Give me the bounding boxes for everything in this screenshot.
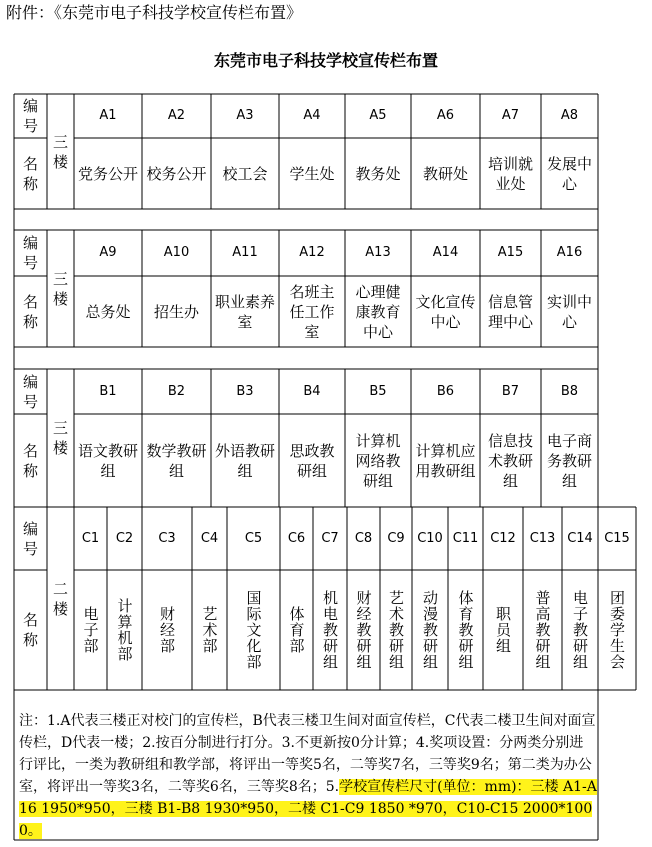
floor-label: 三 楼 [52,269,68,308]
board-code: B7 [501,383,520,399]
board-code: A2 [167,108,186,123]
note-text: 注：1.A代表三楼正对校门的宣传栏，B代表三楼卫生间对面宣传栏，C代表二楼卫生间对面宣传栏，D代表一楼；2.按百分制进行打分。3.不更新按0分计算；4.奖项设置：分两类分别进行评比，一类为教研组和教学部，将评出一等奖5名，二等奖7名，三等奖9名；第二类为办公室，将评出一等奖3名，二等奖6名，三等奖8名；5. [19,713,596,795]
row-label-name: 名 称 [22,611,38,649]
board-name: 机电教研组 [321,590,339,670]
floor-label: 二 楼 [52,579,68,618]
board-code: C5 [244,530,263,546]
attachment-caption: 附件：《东莞市电子科技学校宣传栏布置》 [6,3,303,22]
board-name: 计算机应用教研组 [415,441,476,480]
board-name: 名班主任工作室 [289,282,335,341]
board-name: 计算机部 [115,598,134,662]
board-code: A13 [365,245,391,260]
board-name: 国际文化部 [244,590,263,670]
board-code: A8 [560,108,579,123]
floor-label: 三 楼 [52,419,68,457]
board-name: 职业素养室 [215,292,276,331]
floor-label: 三 楼 [52,132,68,171]
board-name: 语文教研组 [78,441,139,480]
board-name: 艺术部 [200,606,219,654]
board-name: 电子商务教研组 [546,431,592,490]
board-code: A15 [497,245,524,260]
board-name: 思政教研组 [289,441,335,480]
board-code: C15 [604,530,630,546]
board-size-highlight: 学校宣传栏尺寸(单位：mm)：三楼 A1-A16 1950*950，三楼 B1-B8 1930*950，二楼 C1-C9 1850 *970，C10-C15 2000*1000。 [19,779,597,839]
board-code: C10 [417,530,443,546]
board-name: 团委学生会 [608,590,626,670]
board-code: A14 [432,245,459,260]
board-name: 文化宣传中心 [415,292,476,331]
board-code: C12 [490,530,516,546]
board-code: A5 [369,108,387,123]
page-title: 东莞市电子科技学校宣传栏布置 [213,51,438,70]
board-code: B6 [436,383,455,399]
note-paragraph [19,710,597,842]
board-name: 学生处 [289,164,335,183]
board-code: A1 [99,108,117,123]
board-name: 教务处 [355,164,401,183]
board-name: 普高教研组 [533,590,552,670]
board-name: 实训中心 [546,292,592,331]
row-label-code: 编 号 [22,372,38,411]
board-code: C14 [567,530,593,546]
board-code: A11 [232,245,258,260]
row-label-code: 编 号 [22,519,38,558]
row-label-code: 编 号 [22,234,38,272]
board-name: 培训就业处 [487,154,533,193]
board-code: A9 [99,245,117,260]
board-name: 财经教研组 [354,590,373,670]
board-code: A6 [436,108,455,123]
board-code: A4 [303,108,321,123]
row-label-code: 编 号 [22,97,38,135]
row-label-name: 名 称 [22,154,38,193]
board-code: C7 [321,530,339,546]
board-name: 信息管理中心 [487,292,533,331]
board-code: C8 [354,530,373,546]
board-name: 电子部 [81,606,100,654]
board-code: C13 [529,530,556,546]
board-code: B4 [303,383,321,399]
board-code: C11 [452,530,479,546]
board-code: C1 [81,530,100,546]
board-code: A16 [556,245,583,260]
board-name: 校工会 [222,164,268,183]
board-code: C4 [200,530,219,546]
board-code: A12 [299,245,325,260]
board-name: 发展中心 [546,154,592,193]
board-name: 数学教研组 [146,441,207,480]
board-name: 财经部 [158,606,176,654]
board-name: 党务公开 [78,164,139,183]
board-name: 电子教研组 [571,590,589,670]
board-code: B3 [236,383,254,399]
board-name: 动漫教研组 [421,590,439,670]
board-name: 信息技术教研组 [487,431,533,490]
board-code: A10 [163,245,190,260]
board-code: B2 [167,383,186,399]
board-code: C2 [115,530,134,546]
board-name: 外语教研组 [215,441,276,480]
board-name: 艺术教研组 [387,590,405,670]
board-code: B1 [99,383,117,399]
board-name: 总务处 [85,302,131,321]
board-name: 招生办 [153,302,199,321]
board-name: 体育教研组 [456,590,475,670]
board-name: 计算机网络教研组 [355,431,401,490]
board-name: 心理健康教育中心 [355,282,401,341]
board-code: A3 [236,108,254,123]
board-name: 教研处 [422,164,468,183]
board-code: B5 [369,383,387,399]
board-name: 职员组 [494,606,512,654]
row-label-name: 名 称 [22,441,38,480]
board-code: B8 [560,383,579,399]
board-name: 校务公开 [146,164,207,183]
row-label-name: 名 称 [22,292,38,331]
board-code: C6 [287,530,306,546]
board-code: C9 [387,530,405,546]
board-name: 体育部 [287,606,306,654]
board-code: A7 [501,108,520,123]
board-code: C3 [158,530,176,546]
